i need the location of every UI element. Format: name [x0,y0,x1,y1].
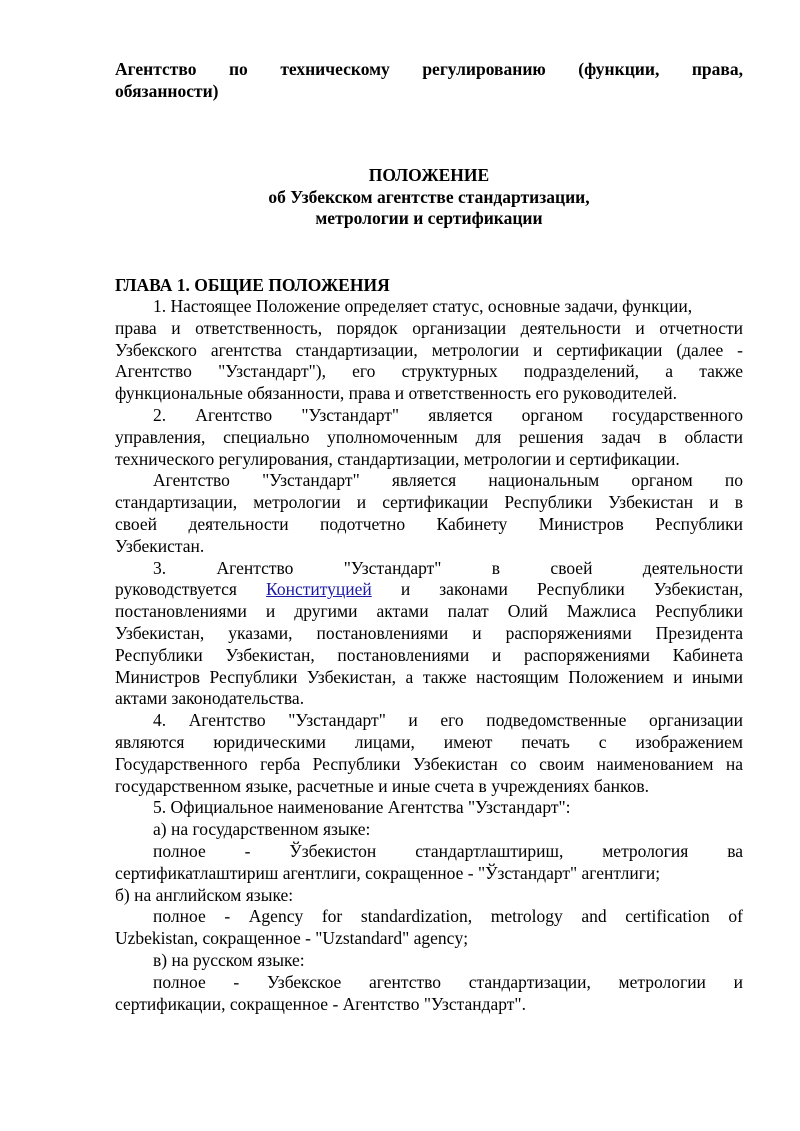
text-line: Агентство "Узстандарт"), его структурных подразделений, а также [115,361,743,382]
text-line: Узбекистан. [115,535,205,556]
text-line: своей деятельности подотчетно Кабинету Министров Республики [115,513,743,534]
text-line: сертификатлаштириш агентлиги, сокращенное - "Ўзстандарт" агентлиги; [115,862,661,883]
text-line: Узбекского агентства стандартизации, метрологии и сертификации (далее - [115,339,743,360]
document-header [115,58,743,102]
text-line: 3. Агентство "Узстандарт" в своей деятельности [153,557,743,578]
text-line: 2. Агентство "Узстандарт" является органом государственного [153,404,743,425]
chapter-heading: ГЛАВА 1. ОБЩИЕ ПОЛОЖЕНИЯ [115,275,390,295]
text-line: Агентство "Узстандарт" является национальным органом по [153,470,743,491]
text-fragment: руководствуется [115,579,237,600]
document-body [115,296,743,1015]
title-line-2: об Узбекском агентстве стандартизации, [268,186,590,207]
text-line: стандартизации, метрологии и сертификации Республики Узбекистан и в [115,492,743,513]
text-line: 1. Настоящее Положение определяет статус, основные задачи, функции, [153,296,693,316]
text-line: в) на русском языке: [153,949,305,970]
text-line: сертификации, сокращенное - Агентство "Узстандарт". [115,993,526,1014]
text-line: постановлениями и другими актами палат Олий Мажлиса Республики [115,601,743,622]
text-line: Министров Республики Узбекистан, а также настоящим Положением и иными [115,666,743,687]
text-line: государственном языке, расчетные и иные счета в учреждениях банков. [115,775,649,796]
header-line-2: обязанности) [115,81,219,101]
text-line: Государственного герба Республики Узбекистан со своим наименованием на [115,753,743,774]
title-line-3: метрологии и сертификации [315,208,543,228]
header-line-1: Агентство по техническому регулированию (функции, права, [115,59,743,79]
text-line: полное - Узбекское агентство стандартизации, метрологии и [153,971,743,992]
text-line: актами законодательства. [115,688,305,709]
title-line-1: ПОЛОЖЕНИЕ [368,165,490,185]
text-line: 5. Официальное наименование Агентства "Узстандарт": [153,797,571,818]
text-line: Республики Узбекистан, постановлениями и распоряжениями Кабинета [115,644,743,665]
text-line: Uzbekistan, сокращенное - "Uzstandard" agency; [115,928,469,949]
text-line: полное - Agency for standardization, metrology and certification of [153,906,743,927]
text-line: полное - Ўзбекистон стандартлаштириш, метрология ва [153,840,743,861]
text-line: а) на государственном языке: [153,819,371,840]
text-line: Узбекистан, указами, постановлениями и распоряжениями Президента [115,622,743,643]
text-fragment: и законами Республики Узбекистан, [400,579,743,600]
document-title [115,165,743,230]
text-line: б) на английском языке: [115,884,294,905]
text-line: 4. Агентство "Узстандарт" и его подведомственные организации [153,710,743,731]
text-line: управления, специально уполномоченным для решения задач в области [115,426,743,447]
text-line [115,579,743,601]
text-line: функциональные обязанности, права и ответственность его руководителей. [115,383,678,404]
text-line: права и ответственность, порядок организации деятельности и отчетности [115,317,743,338]
text-line: являются юридическими лицами, имеют печать с изображением [115,731,743,752]
constitution-link[interactable]: Конституцией [266,579,372,600]
text-line: технического регулирования, стандартизации, метрологии и сертификации. [115,448,680,469]
